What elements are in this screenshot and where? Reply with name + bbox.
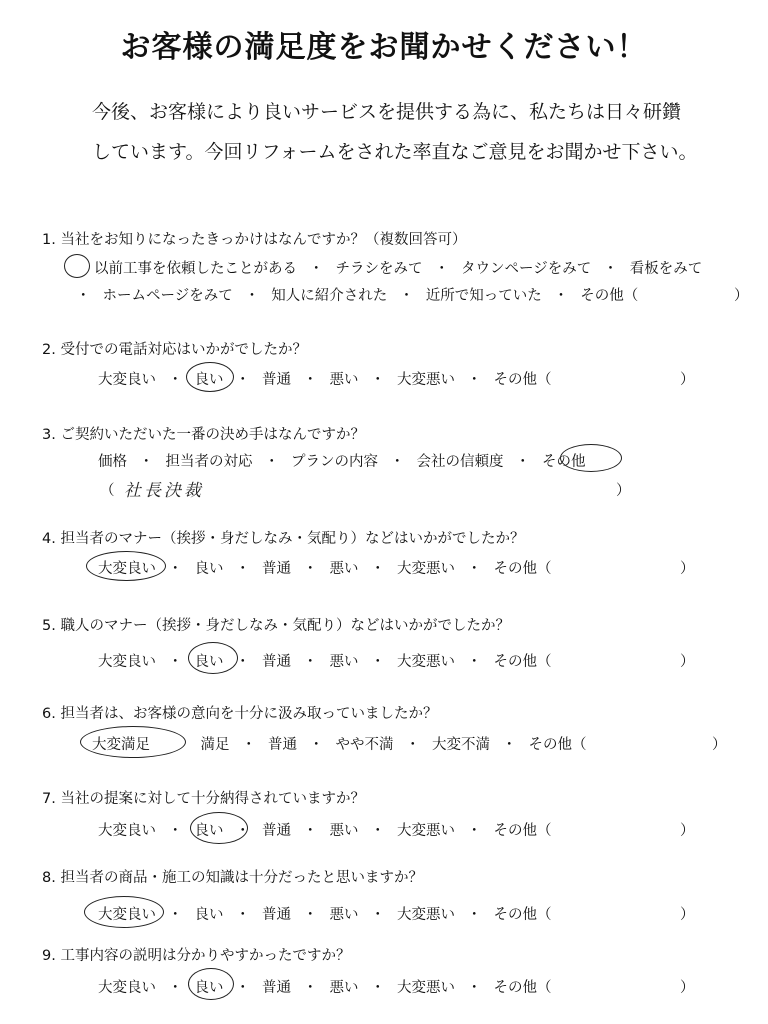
question-2-options [98,368,552,389]
question-3-other-close-paren: ） [616,483,631,499]
separator: ・ [235,561,250,577]
separator: ・ [467,654,482,670]
separator: ・ [370,907,385,923]
separator: ・ [264,454,279,470]
option[interactable]: 知人に紹介された [271,288,388,304]
option[interactable]: その他（ [493,823,552,839]
page-title: お客様の満足度をお聞かせください！ [120,30,648,65]
option[interactable]: 悪い [329,654,359,670]
option[interactable]: 大変不満 [432,737,490,753]
question-3-other-open-paren: （ [100,483,115,499]
separator: ・ [235,372,250,388]
option[interactable]: その他（ [493,372,552,388]
option[interactable]: 大変良い [98,561,156,577]
option[interactable]: 悪い [329,372,359,388]
option[interactable]: 良い [194,561,224,577]
separator: ・ [467,372,482,388]
separator: ・ [241,737,256,753]
separator: ・ [390,454,405,470]
separator: ・ [172,737,187,753]
separator: ・ [467,823,482,839]
separator: ・ [434,261,449,277]
question-9-label: 9. 工事内容の説明は分かりやすかったですか？ [42,948,351,964]
separator: ・ [139,454,154,470]
option[interactable]: 普通 [262,823,291,839]
question-3-label: 3. ご契約いただいた一番の決め手はなんですか？ [42,427,365,443]
option[interactable]: 大変悪い [397,561,455,577]
separator: ・ [405,737,420,753]
separator: ・ [303,907,318,923]
question-5-close-paren: ） [680,654,695,670]
separator: ・ [515,454,530,470]
option[interactable]: その他（ [528,737,587,753]
question-6-close-paren: ） [712,737,727,753]
separator: ・ [370,823,385,839]
option[interactable]: その他（ [493,907,552,923]
separator: ・ [467,980,482,996]
option[interactable]: 近所で知っていた [425,288,542,304]
separator: ・ [303,372,318,388]
intro-line-1: 今後、お客様により良いサービスを提供する為に、私たちは日々研鑽 [92,101,682,123]
question-5-label: 5. 職人のマナー（挨拶・身だしなみ・気配り）などはいかがでしたか？ [42,618,510,634]
option[interactable]: やや不満 [335,737,394,753]
separator: ・ [303,980,318,996]
question-1-options-line-2 [76,284,638,305]
option[interactable]: 大変良い [98,654,156,670]
separator: ・ [303,654,318,670]
question-6-label: 6. 担当者は、お客様の意向を十分に汲み取っていましたか？ [42,706,438,722]
separator: ・ [168,372,183,388]
question-7-close-paren: ） [680,823,695,839]
separator: ・ [235,907,250,923]
separator: ・ [553,288,569,304]
option[interactable]: 満足 [200,737,230,753]
option[interactable]: 大変満足 [92,737,150,753]
question-8-close-paren: ） [680,907,695,923]
option[interactable]: 大変悪い [397,654,455,670]
separator: ・ [370,372,385,388]
separator: ・ [603,261,618,277]
intro-line-2: しています。今回リフォームをされた率直なご意見をお聞かせ下さい。 [92,141,698,163]
option[interactable]: 大変悪い [397,907,455,923]
option[interactable]: その他（ [493,561,552,577]
separator: ・ [370,654,385,670]
question-3-options [98,450,586,471]
option[interactable]: チラシをみて [335,261,423,277]
question-8-label: 8. 担当者の商品・施工の知識は十分だったと思いますか？ [42,870,423,886]
question-7-label: 7. 当社の提案に対して十分納得されていますか？ [42,791,365,807]
question-8-options [98,903,552,924]
option[interactable]: 悪い [329,561,359,577]
separator: ・ [168,823,183,839]
question-2-label: 2. 受付での電話対応はいかがでしたか？ [42,342,307,358]
separator: ・ [235,654,250,670]
option[interactable]: 普通 [262,561,291,577]
separator: ・ [467,907,482,923]
option[interactable]: 普通 [262,907,291,923]
option[interactable]: 会社の信頼度 [416,454,504,470]
option[interactable]: 良い [194,980,224,996]
question-5-options [98,650,552,671]
separator: ・ [467,561,482,577]
question-3-handwritten-answer: 社長決裁 [124,481,204,501]
option[interactable]: その他 [542,454,586,470]
separator: ・ [235,823,250,839]
separator: ・ [168,561,183,577]
question-1-options-line-1 [76,257,702,278]
question-9-close-paren: ） [680,980,695,996]
separator: ・ [370,980,385,996]
option[interactable]: 良い [194,823,224,839]
option[interactable]: 普通 [262,980,291,996]
question-2-close-paren: ） [680,372,695,388]
separator: ・ [502,737,517,753]
option[interactable]: 普通 [262,372,291,388]
option[interactable]: 大変良い [98,907,156,923]
question-1-close-paren: ） [734,288,749,304]
separator: ・ [303,823,318,839]
separator: ・ [309,261,324,277]
separator: ・ [168,654,183,670]
question-6-options [92,733,587,754]
option[interactable]: 普通 [262,654,291,670]
separator: ・ [244,288,260,304]
option[interactable]: その他（ [580,288,639,304]
separator: ・ [235,980,250,996]
question-4-close-paren: ） [680,561,695,577]
option[interactable]: 悪い [329,980,359,996]
option[interactable]: 良い [194,654,224,670]
option[interactable]: ホームページをみて [102,288,233,304]
option[interactable]: プランの内容 [291,454,378,470]
question-7-options [98,819,552,840]
option[interactable]: タウンページをみて [461,261,592,277]
separator: ・ [168,907,183,923]
option[interactable]: 大変悪い [397,372,455,388]
option[interactable]: 普通 [268,737,297,753]
separator: ・ [370,561,385,577]
option[interactable]: 以前工事を依頼したことがある [94,261,297,277]
option[interactable]: 大変良い [98,372,156,388]
option[interactable]: 悪い [329,823,359,839]
option[interactable]: 大変悪い [397,980,455,996]
option[interactable]: 大変良い [98,980,156,996]
question-1-label: 1. 当社をお知りになったきっかけはなんですか？（複数回答可） [42,232,467,248]
option[interactable]: その他（ [493,654,552,670]
question-4-options [98,557,552,578]
intro-text [92,92,732,172]
option[interactable]: 良い [194,907,224,923]
question-4-label: 4. 担当者のマナー（挨拶・身だしなみ・気配り）などはいかがでしたか？ [42,531,525,547]
option[interactable]: その他（ [493,980,552,996]
option[interactable]: 看板をみて [629,261,703,277]
option[interactable]: 悪い [329,907,359,923]
option[interactable]: 価格 [98,454,127,470]
separator: ・ [76,288,91,304]
option[interactable]: 良い [194,372,224,388]
option[interactable]: 担当者の対応 [165,454,253,470]
option[interactable]: 大変悪い [397,823,455,839]
option[interactable]: 大変良い [98,823,156,839]
separator: ・ [309,737,324,753]
separator: ・ [399,288,414,304]
separator: ・ [303,561,318,577]
question-9-options [98,976,552,997]
separator: ・ [168,980,183,996]
